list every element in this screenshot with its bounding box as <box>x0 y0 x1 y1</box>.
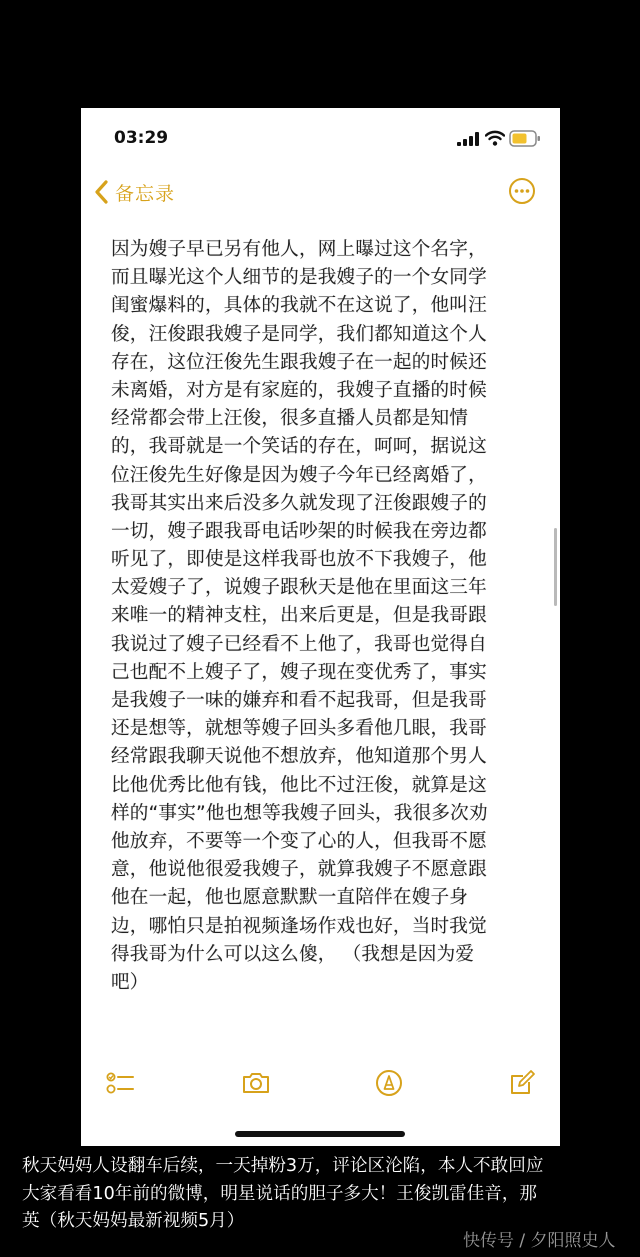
note-line: 因为嫂子早已另有他人，网上曝过这个名字， <box>111 239 487 260</box>
checklist-icon[interactable] <box>105 1068 135 1098</box>
note-line: 己也配不上嫂子了，嫂子现在变优秀了，事实 <box>111 661 487 683</box>
status-bar <box>81 108 560 168</box>
note-line: 位汪俊先生好像是因为嫂子今年已经离婚了， <box>111 464 487 486</box>
note-line: 闺蜜爆料的，具体的我就不在这说了，他叫汪 <box>111 295 487 317</box>
wifi-icon <box>485 130 505 146</box>
note-line: 意，他说他很爱我嫂子，就算我嫂子不愿意跟 <box>111 859 487 881</box>
back-button[interactable] <box>93 176 175 208</box>
note-line: 太爱嫂子了，说嫂子跟秋天是他在里面这三年 <box>111 577 487 599</box>
note-line: 一切，嫂子跟我哥电话吵架的时候我在旁边都 <box>111 520 487 542</box>
caption-line: 秋天妈妈人设翻车后续，一天掉粉3万，评论区沦陷，本人不敢回应 <box>22 1156 544 1176</box>
note-line: 边，哪怕只是拍视频逢场作戏也好，当时我觉 <box>111 915 487 937</box>
scroll-indicator[interactable] <box>554 528 557 606</box>
note-line: 我说过了嫂子已经看不上他了，我哥也觉得自 <box>111 633 487 655</box>
note-line: 样的“事实”他也想等我嫂子回头，我很多次劝 <box>111 802 488 824</box>
home-indicator[interactable] <box>235 1131 405 1137</box>
note-line: 是我嫂子一味的嫌弃和看不起我哥，但是我哥 <box>111 690 487 711</box>
note-line: 来唯一的精神支柱，出来后更是，但是我哥跟 <box>111 605 487 627</box>
camera-icon[interactable] <box>241 1068 271 1098</box>
note-line: 他在一起，他也愿意默默一直陪伴在嫂子身 <box>111 887 469 909</box>
compose-icon[interactable] <box>507 1068 537 1098</box>
note-line: 吧） <box>111 971 149 993</box>
note-line: 得我哥为什么可以这么傻， （我想是因为爱 <box>111 943 475 965</box>
note-line: 的，我哥就是一个笑话的存在，呵呵，据说这 <box>111 436 487 458</box>
signal-icon <box>457 132 481 146</box>
note-line: 俊，汪俊跟我嫂子是同学，我们都知道这个人 <box>111 323 487 345</box>
caption-line: 大家看看10年前的微博，明星说话的胆子多大！王俊凯雷佳音，那 <box>22 1183 538 1204</box>
watermark: 快传号 / 夕阳照史人 <box>463 1231 616 1251</box>
battery-icon <box>509 130 541 147</box>
note-line: 经常跟我聊天说他不想放弃，他知道那个男人 <box>111 746 487 768</box>
note-line: 比他优秀比他有钱，他比不过汪俊，就算是这 <box>111 774 487 796</box>
bottom-toolbar <box>81 1066 560 1106</box>
caption-line: 英（秋天妈妈最新视频5月） <box>22 1211 245 1231</box>
note-line: 未离婚，对方是有家庭的，我嫂子直播的时候 <box>111 379 487 401</box>
note-line: 还是想等，就想等嫂子回头多看他几眼，我哥 <box>111 718 487 740</box>
note-line: 我哥其实出来后没多久就发现了汪俊跟嫂子的 <box>111 492 487 514</box>
back-label: 备忘录 <box>115 182 176 205</box>
note-text[interactable] <box>111 236 531 997</box>
note-line: 他放弃，不要等一个变了心的人，但我哥不愿 <box>111 830 487 852</box>
chevron-left-icon <box>93 179 109 205</box>
note-line: 而且曝光这个人细节的是我嫂子的一个女同学 <box>111 267 487 289</box>
note-line: 经常都会带上汪俊，很多直播人员都是知情 <box>111 408 469 430</box>
markup-pen-icon[interactable] <box>374 1068 404 1098</box>
more-icon[interactable] <box>508 177 536 205</box>
note-line: 听见了，即使是这样我哥也放不下我嫂子，他 <box>111 549 487 571</box>
note-line: 存在，这位汪俊先生跟我嫂子在一起的时候还 <box>111 351 487 373</box>
phone-screen <box>81 108 560 1146</box>
news-caption <box>22 1153 628 1236</box>
nav-bar <box>81 170 560 214</box>
status-time: 03:29 <box>114 128 169 148</box>
